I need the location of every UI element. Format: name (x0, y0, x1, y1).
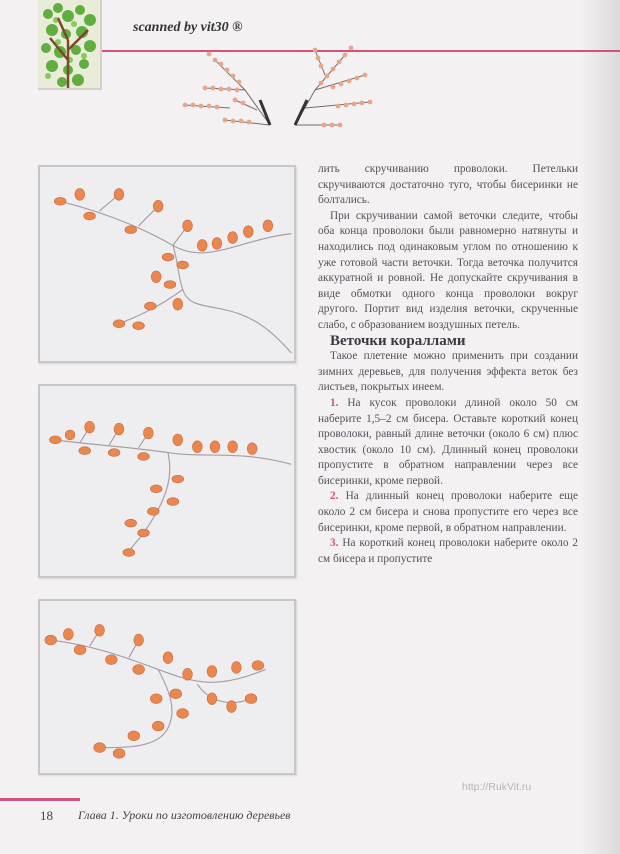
running-footer: Глава 1. Уроки по изготовлению деревьев (78, 808, 291, 822)
tree-thumbnail-icon (38, 0, 100, 88)
watermark: http://RukVit.ru (462, 781, 532, 793)
step-number: 3. (330, 537, 339, 550)
step-text: На кусок проволоки длиной около 50 см наберите 1,5–2 см бисера. Оставьте короткий конец проволоки, равный длине веточки (около 6 см) плюс хвостик (около 10 см). Длинный конец проволоки пропустите в обратном направлении через все бисеринки, кроме первой. (318, 396, 578, 487)
step-photo-1 (38, 165, 296, 363)
footer-rule (0, 798, 80, 801)
section-title: Веточки кораллами (330, 332, 466, 349)
body-text-column (318, 162, 578, 567)
step-photo-2 (38, 384, 296, 578)
step-text: На короткий конец проволоки наберите около 2 см бисера и пропустите (318, 537, 578, 565)
paragraph: Такое плетение можно применить при создании зимних деревьев, для получения эффекта веток без листьев, покрытых инеем. (318, 350, 578, 394)
page-number: 18 (40, 808, 53, 823)
binding-shadow (580, 0, 620, 854)
sprig-illustration-icon (175, 30, 385, 140)
scan-credit: scanned by vit30 ® (133, 20, 243, 35)
beaded-twig-icon (40, 167, 294, 361)
corner-tree-photo (38, 0, 102, 90)
step-item (318, 489, 578, 536)
beaded-twig-icon (40, 386, 294, 576)
step-item (318, 396, 578, 490)
paragraph: лить скручиванию проволоки. Петельки скручиваются достаточно туго, чтобы бисеринки не болтались. (318, 163, 578, 207)
step-photo-3 (38, 599, 296, 775)
step-item (318, 536, 578, 567)
step-text: На длинный конец проволоки наберите еще около 2 см бисера и снова пропустите его через все бисеринки, кроме первой, в обратном направлении. (318, 490, 578, 534)
step-number: 2. (330, 490, 339, 503)
step-number: 1. (330, 396, 339, 409)
beaded-twig-icon (40, 601, 294, 773)
paragraph: При скручивании самой веточки следите, чтобы оба конца проволоки были равномерно натянуты и находились под одинаковым углом по отношению к уже готовой части веточки. Тогда веточка получится аккуратной и ровной. Не допускайте скручивания в виде обмотки одного конца проволоки вокруг другого. Портит вид изделия веточки, скрученные слабо, с образованием воздушных петель. (318, 209, 578, 331)
